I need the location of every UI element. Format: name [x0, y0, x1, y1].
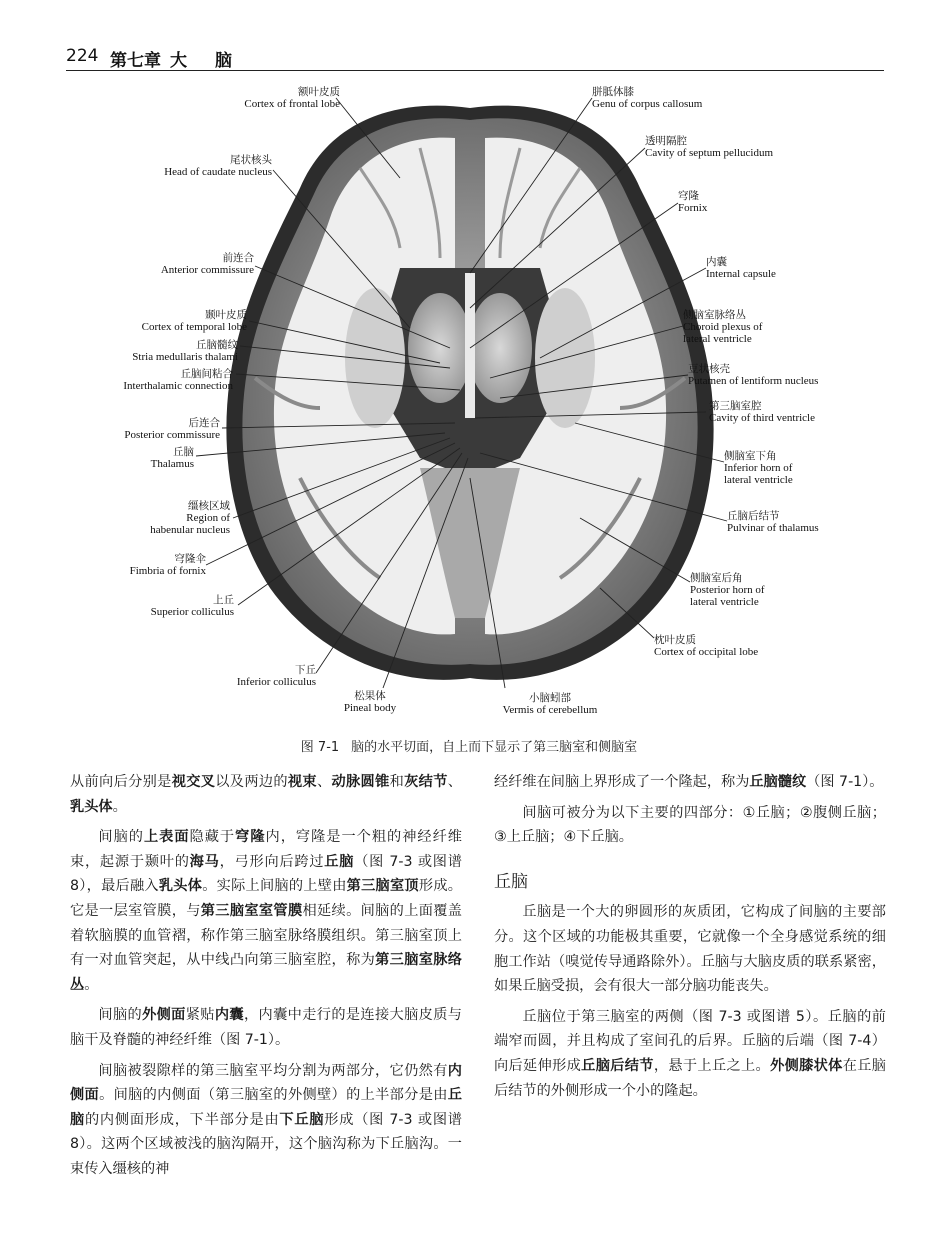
right-paragraph-3: 丘脑是一个大的卵圆形的灰质团，它构成了间脑的主要部分。这个区域的功能极其重要，它就像一个全身感觉系统的细胞工作站（嗅觉传导通路除外）。丘脑与大脑皮质的联系紧密，如果丘脑受损，会有很大一部分脑功能丧失。 — [494, 904, 886, 995]
chapter-number: 第七章 — [110, 51, 161, 71]
label-occipital-cortex: 枕叶皮质 Cortex of occipital lobe — [654, 634, 759, 658]
label-putamen: 豆状核壳 Putamen of lentiform nucleus — [688, 363, 819, 387]
caption-number: 图 7-1 — [300, 740, 340, 755]
right-paragraph-2: 间脑可被分为以下主要的四部分：①丘脑；②腹侧丘脑；③上丘脑；④下丘脑。 — [494, 804, 886, 846]
label-septum: 透明隔腔 Cavity of septum pellucidum — [645, 135, 774, 159]
left-paragraph-2: 间脑的上表面隐藏于穹隆内，穹隆是一个粗的神经纤维束，起源于颞叶的海马，弓形向后跨过丘脑（图 7-3 或图谱 8），最后融入乳头体。实际上间脑的上壁由第三脑室顶形成。它是一层室管膜，与第三脑室室管膜相延续。间脑的上面覆盖着软脑膜的血管褶，称作第三脑室脉络膜组织。第三脑室顶上有一对血管突起，从中线凸向第三脑室腔，称为第三脑室脉络丛。 — [70, 829, 462, 993]
label-caudate-head: 尾状核头 Head of caudate nucleus — [164, 154, 272, 178]
label-vermis: 小脑蚓部 Vermis of cerebellum — [502, 692, 598, 716]
label-stria-medullaris: 丘脑髓纹 Stria medullaris thalami — [132, 339, 238, 363]
label-genu: 胼胝体膝 Genu of corpus callosum — [592, 86, 703, 110]
left-column — [70, 770, 462, 1182]
brain-figure — [0, 78, 950, 728]
label-pulvinar: 丘脑后结节 Pulvinar of thalamus — [727, 510, 819, 534]
label-interthalamic: 丘脑间粘合 Interthalamic connection — [123, 368, 233, 392]
right-paragraph-1: 经纤维在间脑上界形成了一个隆起，称为丘脑髓纹（图 7-1）。 — [494, 774, 884, 790]
label-choroid-plexus: 侧脑室脉络丛 Choroid plexus of lateral ventricle — [683, 309, 763, 345]
section-heading-thalamus: 丘脑 — [494, 871, 528, 892]
chapter-title: 大脑 — [170, 51, 260, 71]
label-fornix: 穹隆 Fornix — [678, 190, 708, 214]
caption-text: 脑的水平切面，自上而下显示了第三脑室和侧脑室 — [351, 740, 638, 755]
label-third-ventricle: 第三脑室腔 Cavity of third ventricle — [709, 400, 815, 424]
left-paragraph-1: 从前向后分别是视交叉以及两边的视束、动脉圆锥和灰结节、乳头体。 — [70, 774, 462, 815]
label-thalamus: 丘脑 Thalamus — [150, 446, 194, 470]
right-column — [494, 770, 886, 1103]
left-paragraph-4: 间脑被裂隙样的第三脑室平均分割为两部分，它仍然有内侧面。间脑的内侧面（第三脑室的外侧壁）的上半部分是由丘脑的内侧面形成，下半部分是由下丘脑形成（图 7-3 或图谱 8）。这两个区域被浅的脑沟隔开，这个脑沟称为下丘脑沟。一束传入缰核的神 — [70, 1062, 462, 1177]
page-header — [66, 44, 884, 71]
label-habenular: 缰核区域 Region of habenular nucleus — [150, 500, 230, 536]
label-inferior-colliculus: 下丘 Inferior colliculus — [236, 664, 316, 688]
label-internal-capsule: 内囊 Internal capsule — [706, 256, 776, 280]
label-frontal-cortex: 额叶皮质 Cortex of frontal lobe — [244, 86, 340, 110]
left-paragraph-3: 间脑的外侧面紧贴内囊，内囊中走行的是连接大脑皮质与脑干及脊髓的神经纤维（图 7-1）。 — [70, 1007, 462, 1048]
label-temporal-cortex: 颞叶皮质 Cortex of temporal lobe — [141, 309, 247, 333]
label-posterior-horn: 侧脑室后角 Posterior horn of lateral ventricle — [690, 572, 765, 608]
label-pineal: 松果体 Pineal body — [343, 690, 397, 714]
figure-caption — [0, 736, 950, 755]
label-fimbria: 穹隆伞 Fimbria of fornix — [129, 553, 206, 577]
label-posterior-commissure: 后连合 Posterior commissure — [124, 417, 220, 441]
label-anterior-commissure: 前连合 Anterior commissure — [160, 252, 254, 276]
right-paragraph-4: 丘脑位于第三脑室的两侧（图 7-3 或图谱 5）。丘脑的前端窄而圆，并且构成了室间孔的后界。丘脑的后端（图 7-4）向后延伸形成丘脑后结节，悬于上丘之上。外侧膝状体在丘脑后结节的外侧形成一个小的隆起。 — [494, 1008, 886, 1099]
page-number: 224 — [66, 46, 99, 66]
label-superior-colliculus: 上丘 Superior colliculus — [150, 594, 234, 618]
label-inferior-horn: 侧脑室下角 Inferior horn of lateral ventricle — [724, 450, 793, 486]
